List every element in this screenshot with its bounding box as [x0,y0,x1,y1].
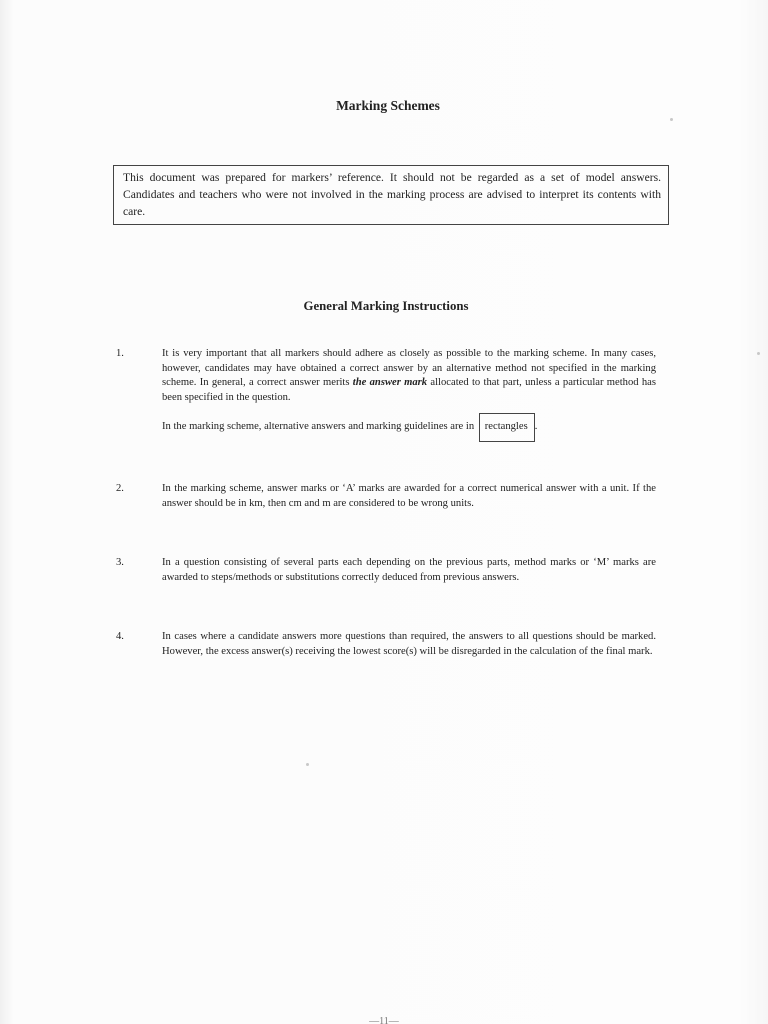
instruction-item-4 [116,630,656,659]
item-paragraph [162,413,656,442]
item-text: In the marking scheme, alternative answers and marking guidelines are in [162,421,477,433]
item-text: . [534,421,538,433]
item-number: 4. [116,631,124,642]
item-number: 3. [116,557,124,568]
item-body [162,630,656,659]
scan-speck [757,352,760,355]
page-title: Marking Schemes [336,98,440,113]
item-body [162,482,656,511]
item-text: In the marking scheme, answer marks or ‘A’ marks are awarded for a correct numerical answer with a unit. If the answer should be in km, then cm and m are considered to be wrong units. [162,483,656,509]
rectangle-example: rectangles [479,413,535,442]
item-text: In a question consisting of several parts each depending on the previous parts, method marks or ‘M’ marks are awarded to steps/methods or substitutions correctly deduced from previous answers. [162,557,656,583]
item-text: In cases where a candidate answers more questions than required, the answers to all questions should be marked. However, the excess answer(s) receiving the lowest score(s) will be disregarded in the calculation of the final mark. [162,631,656,657]
item-body [162,347,656,442]
item-text: It is very important that all markers should adhere as closely as possible to the marking scheme. In many cases, however, candidates may have obtained a correct answer by an alternative method not specified in the marking scheme. In general, a correct answer merits [162,348,656,389]
item-number: 1. [116,348,124,359]
instruction-item-1 [116,347,656,442]
scan-speck [670,118,673,121]
notice-box: This document was prepared for markers’ reference. It should not be regarded as a set of model answers. Candidates and teachers who were not involved in the marking process are advised to interpret its contents with care. [113,165,669,225]
instruction-item-2 [116,482,656,511]
item-number: 2. [116,483,124,494]
item-text: allocated to that part, unless a particular method has been specified in the question. [162,377,657,403]
item-emphasis: the answer mark [352,377,428,389]
instruction-item-3 [116,556,656,585]
item-paragraph [162,347,656,405]
page-number: —11— [369,1016,399,1024]
section-title: General Marking Instructions [303,299,469,313]
item-body [162,556,656,585]
scan-speck [306,763,309,766]
